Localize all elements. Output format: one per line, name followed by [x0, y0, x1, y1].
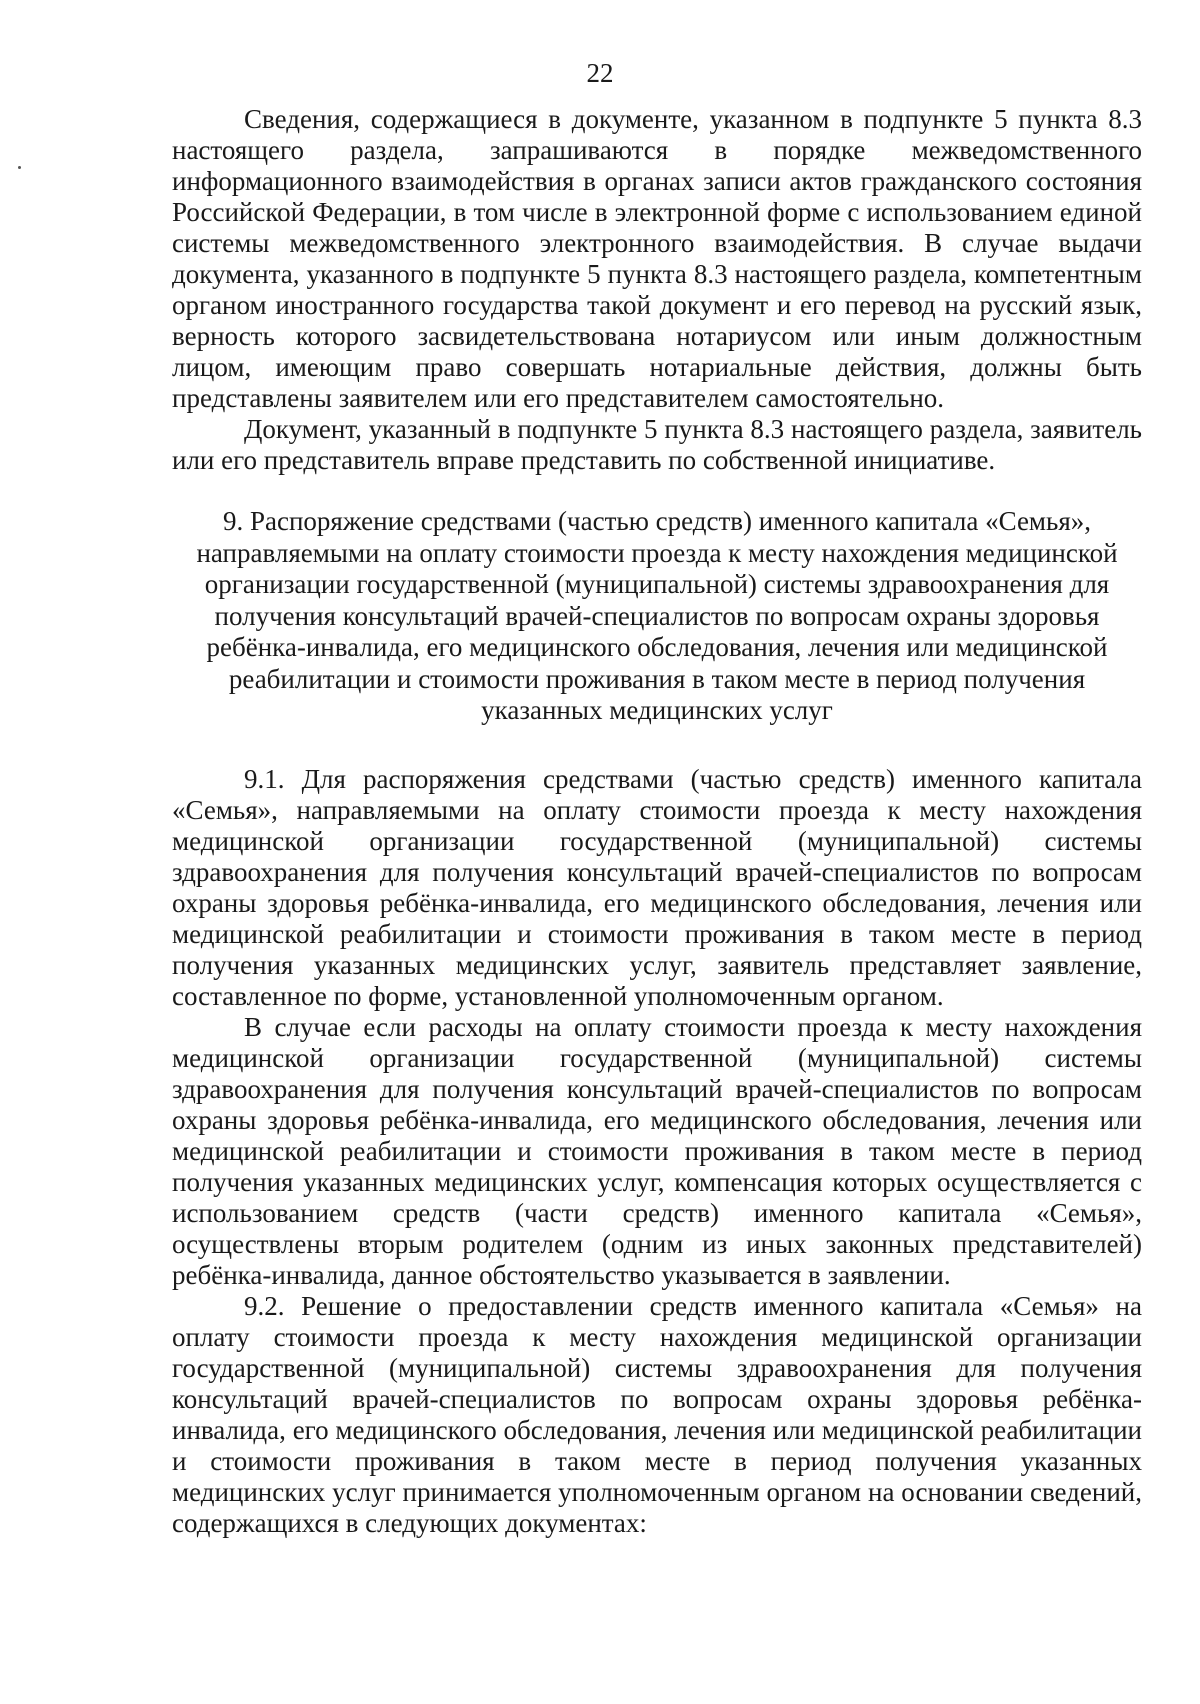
scan-speck	[18, 166, 21, 169]
paragraph-9-1: 9.1. Для распоряжения средствами (частью средств) именного капитала «Семья», направляемыми на оплату стоимости проезда к месту нахождения медицинской организации государственной (муниципальной) системы здравоохранения для получения консультаций врачей-специалистов по вопросам охраны здоровья ребёнка-инвалида, его медицинского обследования, лечения или медицинской реабилитации и стоимости проживания в таком месте в период получения указанных медицинских услуг, заявитель представляет заявление, составленное по форме, установленной уполномоченным органом.	[172, 763, 1142, 1011]
document-body	[172, 104, 1142, 1539]
paragraph-own-initiative: Документ, указанный в подпункте 5 пункта 8.3 настоящего раздела, заявитель или его представитель вправе представить по собственной инициативе.	[172, 414, 1142, 475]
paragraph-records-request: Сведения, содержащиеся в документе, указанном в подпункте 5 пункта 8.3 настоящего раздела, запрашиваются в порядке межведомственного информационного взаимодействия в органах записи актов гражданского состояния Российской Федерации, в том числе в электронной форме с использованием единой системы межведомственного электронного взаимодействия. В случае выдачи документа, указанного в подпункте 5 пункта 8.3 настоящего раздела, компетентным органом иностранного государства такой документ и его перевод на русский язык, верность которого засвидетельствована нотариусом или иным должностным лицом, имеющим право совершать нотариальные действия, должны быть представлены заявителем или его представителем самостоятельно.	[172, 104, 1142, 413]
paragraph-second-parent: В случае если расходы на оплату стоимости проезда к месту нахождения медицинской организации государственной (муниципальной) системы здравоохранения для получения консультаций врачей-специалистов по вопросам охраны здоровья ребёнка-инвалида, его медицинского обследования, лечения или медицинской реабилитации и стоимости проживания в таком месте в период получения указанных медицинских услуг, компенсация которых осуществляется с использованием средств (части средств) именного капитала «Семья», осуществлены вторым родителем (одним из иных законных представителей) ребёнка-инвалида, данное обстоятельство указывается в заявлении.	[172, 1011, 1142, 1290]
paragraph-9-2: 9.2. Решение о предоставлении средств именного капитала «Семья» на оплату стоимости проезда к месту нахождения медицинской организации государственной (муниципальной) системы здравоохранения для получения консультаций врачей-специалистов по вопросам охраны здоровья ребёнка-инвалида, его медицинского обследования, лечения или медицинской реабилитации и стоимости проживания в таком месте в период получения указанных медицинских услуг принимается уполномоченным органом на основании сведений, содержащихся в следующих документах:	[172, 1290, 1142, 1538]
section-heading: 9. Распоряжение средствами (частью средств) именного капитала «Семья», направляемыми на оплату стоимости проезда к месту нахождения медицинской организации государственной (муниципальной) системы здравоохранения для получения консультаций врачей-специалистов по вопросам охраны здоровья ребёнка-инвалида, его медицинского обследования, лечения или медицинской реабилитации и стоимости проживания в таком месте в период получения указанных медицинских услуг	[196, 506, 1118, 725]
page-number: 22	[586, 58, 614, 88]
